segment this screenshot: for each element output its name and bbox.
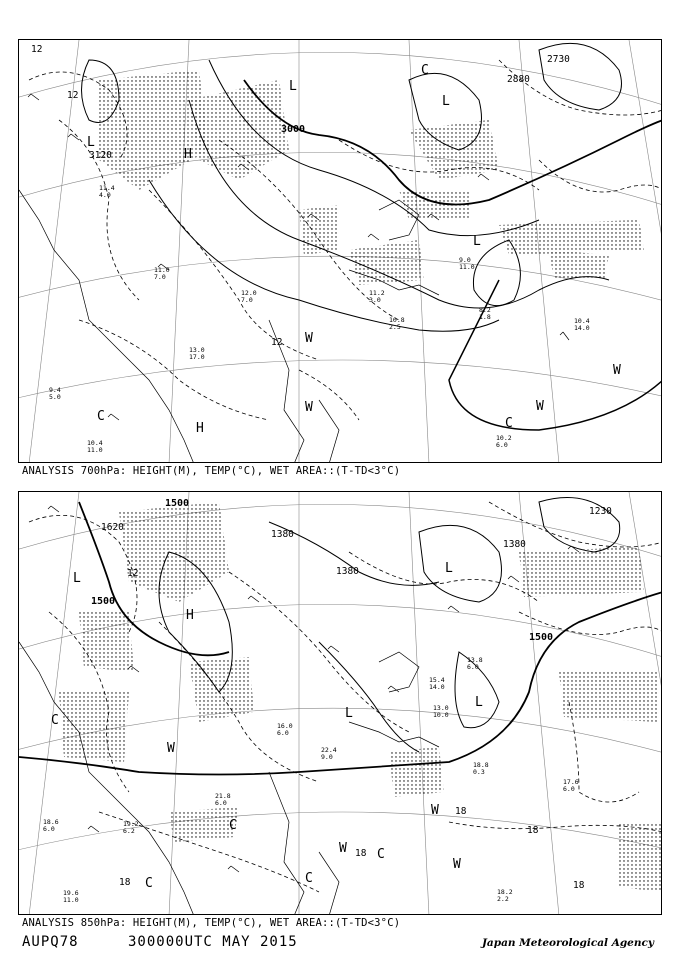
svg-text:10.2: 10.2 <box>496 434 512 442</box>
svg-text:2.5: 2.5 <box>389 323 401 331</box>
svg-text:18.2: 18.2 <box>497 888 513 896</box>
low-marker: L <box>445 561 453 576</box>
svg-text:11.4: 11.4 <box>99 184 115 192</box>
svg-text:15.4: 15.4 <box>429 676 445 684</box>
svg-text:18.8: 18.8 <box>473 761 489 769</box>
svg-text:5.0: 5.0 <box>49 393 61 401</box>
svg-text:21.8: 21.8 <box>215 792 231 800</box>
station-plot <box>99 184 115 199</box>
map-panel-700hpa <box>18 39 662 463</box>
svg-text:4.0: 4.0 <box>99 191 111 199</box>
svg-text:1.8: 1.8 <box>479 313 491 321</box>
contour-label: 2730 <box>547 54 570 65</box>
low-marker: L <box>73 571 81 586</box>
contour-label: 12 <box>127 568 139 579</box>
svg-text:10.4: 10.4 <box>574 317 590 325</box>
agency-name: Japan Meteorological Agency <box>481 937 654 949</box>
svg-text:12.0: 12.0 <box>241 289 257 297</box>
station-plot <box>473 761 489 776</box>
warm-marker: W <box>305 400 313 415</box>
station-plot <box>479 306 491 321</box>
contour-label: 1620 <box>101 522 124 533</box>
cold-marker: C <box>377 847 385 862</box>
svg-text:9.0: 9.0 <box>321 753 333 761</box>
warm-marker: W <box>536 399 544 414</box>
svg-text:10.8: 10.8 <box>389 316 405 324</box>
svg-text:9.4: 9.4 <box>49 386 61 394</box>
map-850hpa-svg <box>19 492 662 915</box>
cold-marker: C <box>305 871 313 886</box>
low-marker: L <box>289 79 297 94</box>
station-plot <box>49 386 61 401</box>
contour-label: 1500 <box>529 632 554 643</box>
svg-text:11.0: 11.0 <box>87 446 103 454</box>
cold-marker: C <box>229 818 237 833</box>
wet-areas <box>99 70 644 285</box>
svg-text:6.0: 6.0 <box>43 825 55 833</box>
caption-700hpa: ANALYSIS 700hPa: HEIGHT(M), TEMP(°C), WET AREA::(T-TD<3°C) <box>22 465 401 477</box>
svg-text:11.0: 11.0 <box>63 896 79 904</box>
station-plot <box>241 289 257 304</box>
station-plot <box>467 656 483 671</box>
svg-text:10.4: 10.4 <box>87 439 103 447</box>
low-marker: L <box>475 695 483 710</box>
svg-text:13.0: 13.0 <box>189 346 205 354</box>
svg-text:6.0: 6.0 <box>215 799 227 807</box>
svg-text:6.2: 6.2 <box>123 827 135 835</box>
station-plot <box>389 316 405 331</box>
contour-label: 1380 <box>336 566 359 577</box>
station-plot <box>433 704 449 719</box>
contour-label: 1380 <box>271 529 294 540</box>
contour-label: 3120 <box>89 150 112 161</box>
svg-text:9.0: 9.0 <box>459 256 471 264</box>
contour-label: 18 <box>573 880 585 891</box>
station-plot <box>43 818 59 833</box>
station-plot <box>497 888 513 903</box>
cold-marker: C <box>505 416 513 431</box>
svg-text:11.0: 11.0 <box>459 263 475 271</box>
contour-label: 12 <box>31 44 43 55</box>
warm-marker: W <box>305 331 313 346</box>
station-plot <box>154 266 170 281</box>
cold-marker: C <box>97 409 105 424</box>
warm-marker: W <box>613 363 621 378</box>
warm-marker: W <box>167 741 175 756</box>
svg-text:7.0: 7.0 <box>241 296 253 304</box>
caption-850hpa: ANALYSIS 850hPa: HEIGHT(M), TEMP(°C), WET AREA::(T-TD<3°C) <box>22 917 401 929</box>
svg-text:13.0: 13.0 <box>433 704 449 712</box>
svg-text:19.6: 19.6 <box>63 889 79 897</box>
contour-label: 1500 <box>91 596 116 607</box>
low-marker: L <box>473 234 481 249</box>
contour-label: 1500 <box>165 498 190 509</box>
station-plot <box>123 820 139 835</box>
svg-text:6.0: 6.0 <box>467 663 479 671</box>
svg-text:17.6: 17.6 <box>563 778 579 786</box>
wet-areas <box>59 502 662 892</box>
contour-label: 18 <box>355 848 367 859</box>
svg-text:17.0: 17.0 <box>189 353 205 361</box>
cold-marker: C <box>51 713 59 728</box>
svg-text:11.2: 11.2 <box>369 289 385 297</box>
svg-text:2.2: 2.2 <box>497 895 509 903</box>
station-plot <box>429 676 445 691</box>
svg-text:19.2: 19.2 <box>123 820 139 828</box>
high-marker: H <box>186 608 194 623</box>
map-panel-850hpa <box>18 491 662 915</box>
svg-text:6.0: 6.0 <box>277 729 289 737</box>
svg-text:6.0: 6.0 <box>563 785 575 793</box>
station-plot <box>189 346 205 361</box>
low-marker: L <box>345 706 353 721</box>
svg-text:3.0: 3.0 <box>369 296 381 304</box>
svg-text:7.0: 7.0 <box>154 273 166 281</box>
warm-marker: W <box>431 803 439 818</box>
svg-text:14.0: 14.0 <box>574 324 590 332</box>
svg-text:16.0: 16.0 <box>277 722 293 730</box>
contour-label: 1380 <box>503 539 526 550</box>
map-700hpa-svg <box>19 40 662 463</box>
contour-label: 3000 <box>281 124 306 135</box>
svg-text:14.0: 14.0 <box>429 683 445 691</box>
high-marker: H <box>184 147 192 162</box>
low-marker: L <box>87 135 95 150</box>
valid-time: 300000UTC MAY 2015 <box>128 934 298 950</box>
contour-label: 1230 <box>589 506 612 517</box>
station-plot <box>563 778 579 793</box>
warm-marker: W <box>339 841 347 856</box>
svg-text:22.4: 22.4 <box>321 746 337 754</box>
high-marker: H <box>196 421 204 436</box>
station-plot <box>574 317 590 332</box>
contour-label: 18 <box>455 806 467 817</box>
cold-marker: C <box>421 63 429 78</box>
station-plot <box>277 722 293 737</box>
cold-marker: C <box>145 876 153 891</box>
svg-text:18.6: 18.6 <box>43 818 59 826</box>
station-plot <box>63 889 79 904</box>
station-plot <box>496 434 512 449</box>
svg-text:11.0: 11.0 <box>154 266 170 274</box>
contour-label: 12 <box>271 337 283 348</box>
svg-text:10.0: 10.0 <box>433 711 449 719</box>
product-id: AUPQ78 <box>22 934 79 950</box>
low-marker: L <box>442 94 450 109</box>
contour-label: 18 <box>527 825 539 836</box>
contour-label: 2880 <box>507 74 530 85</box>
svg-text:0.3: 0.3 <box>473 768 485 776</box>
warm-marker: W <box>453 857 461 872</box>
station-plot <box>87 439 103 454</box>
svg-text:13.8: 13.8 <box>467 656 483 664</box>
contour-label: 18 <box>119 877 131 888</box>
station-plot <box>215 792 231 807</box>
station-plot <box>321 746 337 761</box>
station-plot <box>459 256 475 271</box>
station-plot <box>369 289 385 304</box>
svg-text:8.2: 8.2 <box>479 306 491 314</box>
coastline <box>19 190 439 463</box>
svg-text:6.0: 6.0 <box>496 441 508 449</box>
contour-label: 12 <box>67 90 79 101</box>
